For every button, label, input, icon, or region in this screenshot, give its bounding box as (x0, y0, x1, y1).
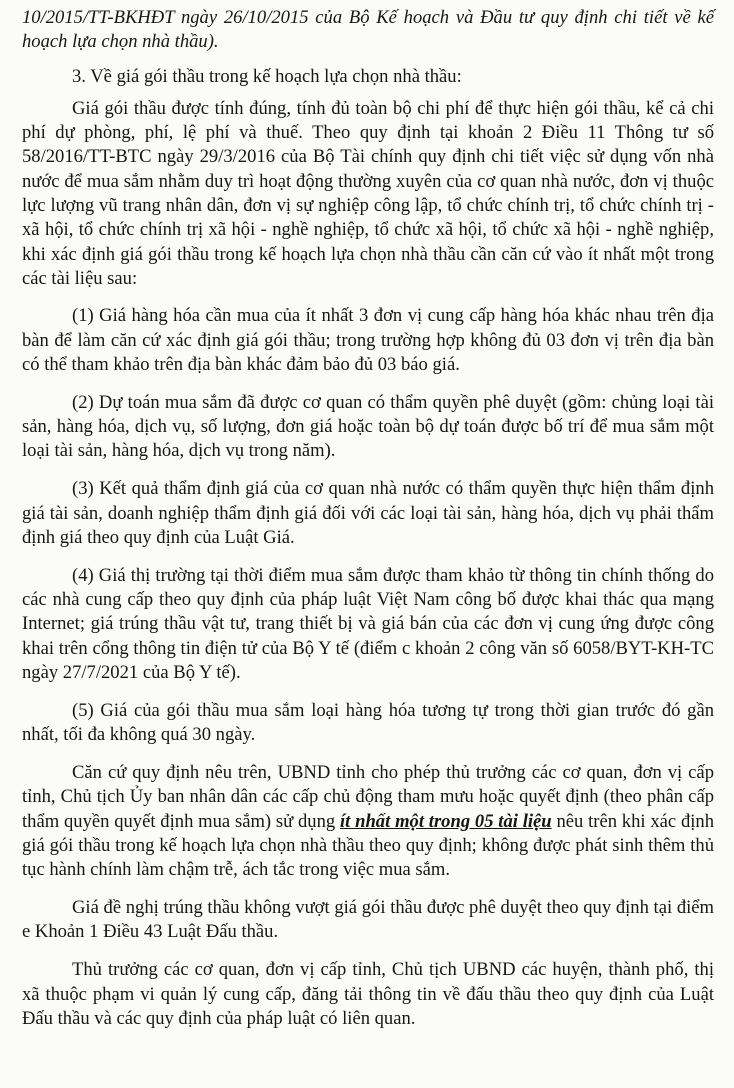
winning-bid-paragraph: Giá đề nghị trúng thầu không vượt giá gói thầu được phê duyệt theo quy định tại điểm e Khoản 1 Điều 43 Luật Đấu thầu. (22, 897, 714, 943)
responsibility-paragraph: Thủ trưởng các cơ quan, đơn vị cấp tỉnh, Chủ tịch UBND các huyện, thành phố, thị xã thuộc phạm vi quản lý cung cấp, đăng tải thông tin về đấu thầu theo quy định của Luật Đấu thầu và các quy định của pháp luật có liên quan. (22, 959, 714, 1029)
list-item-3: (3) Kết quả thẩm định giá của cơ quan nhà nước có thẩm quyền thực hiện thẩm định giá tài sản, doanh nghiệp thẩm định giá đối với các loại tài sản, hàng hóa, dịch vụ phải thẩm định giá theo quy định của Luật Giá. (22, 478, 714, 548)
basis-paragraph (22, 761, 714, 882)
list-item-5: (5) Giá của gói thầu mua sắm loại hàng hóa tương tự trong thời gian trước đó gần nhất, tối đa không quá 30 ngày. (22, 699, 714, 746)
basis-text-end: nêu trên khi xác định giá gói thầu trong kế hoạch lựa chọn nhà thầu theo quy định; không được phát sinh thêm thủ tục hành chính làm chậm trễ, ách tắc trong việc mua sắm. (22, 810, 714, 881)
document-body (22, 6, 714, 1045)
main-paragraph: Giá gói thầu được tính đúng, tính đủ toàn bộ chi phí để thực hiện gói thầu, kể cả chi phí dự phòng, phí, lệ phí và thuế. Theo quy định tại khoản 2 Điều 11 Thông tư số 58/2016/TT-BTC ngày 29/3/2016 của Bộ Tài chính quy định chi tiết việc sử dụng vốn nhà nước để mua sắm nhằm duy trì hoạt động thường xuyên của cơ quan nhà nước, đơn vị thuộc lực lượng vũ trang nhân dân, đơn vị sự nghiệp công lập, tổ chức chính trị, tổ chức chính trị - xã hội, tổ chức chính trị xã hội - nghề nghiệp, tổ chức xã hội, tổ chức xã hội - nghề nghiệp, khi xác định giá gói thầu trong kế hoạch lựa chọn nhà thầu cần căn cứ vào ít nhất một trong các tài liệu sau: (22, 97, 714, 289)
section-heading: 3. Về giá gói thầu trong kế hoạch lựa chọn nhà thầu: (72, 65, 462, 87)
intro-paragraph: 10/2015/TT-BKHĐT ngày 26/10/2015 của Bộ Kế hoạch và Đầu tư quy định chi tiết về kế hoạch lựa chọn nhà thầu). (22, 7, 714, 53)
basis-text-start: Căn cứ quy định nêu trên, UBND tỉnh cho phép thủ trưởng các cơ quan, đơn vị cấp tỉnh, Chủ tịch Ủy ban nhân dân các cấp chủ động tham mưu hoặc quyết định (theo phân cấp thẩm quyền quyết định mua sắm) sử dụng (22, 761, 714, 832)
list-item-1: (1) Giá hàng hóa cần mua của ít nhất 3 đơn vị cung cấp hàng hóa khác nhau trên địa bàn để làm căn cứ xác định giá gói thầu; trong trường hợp không đủ 03 đơn vị trên địa bàn có thể tham khảo trên địa bàn khác đảm bảo đủ 03 báo giá. (22, 305, 714, 375)
list-item-4: (4) Giá thị trường tại thời điểm mua sắm được tham khảo từ thông tin chính thống do các nhà cung cấp theo quy định của pháp luật Việt Nam công bố được khai thác qua mạng Internet; giá trúng thầu vật tư, trang thiết bị và giá bán của các đơn vị cung ứng được công khai trên cổng thông tin điện tử của Bộ Y tế (điểm c khoản 2 công văn số 6058/BYT-KH-TC ngày 27/7/2021 của Bộ Y tế). (22, 564, 714, 683)
basis-emphasis: ít nhất một trong 05 tài liệu (340, 810, 552, 832)
list-item-2: (2) Dự toán mua sắm đã được cơ quan có thẩm quyền phê duyệt (gồm: chủng loại tài sản, hàng hóa, dịch vụ, số lượng, đơn giá hoặc toàn bộ dự toán được bố trí để mua sắm một loại tài sản, hàng hóa, dịch vụ trong năm). (22, 391, 714, 462)
